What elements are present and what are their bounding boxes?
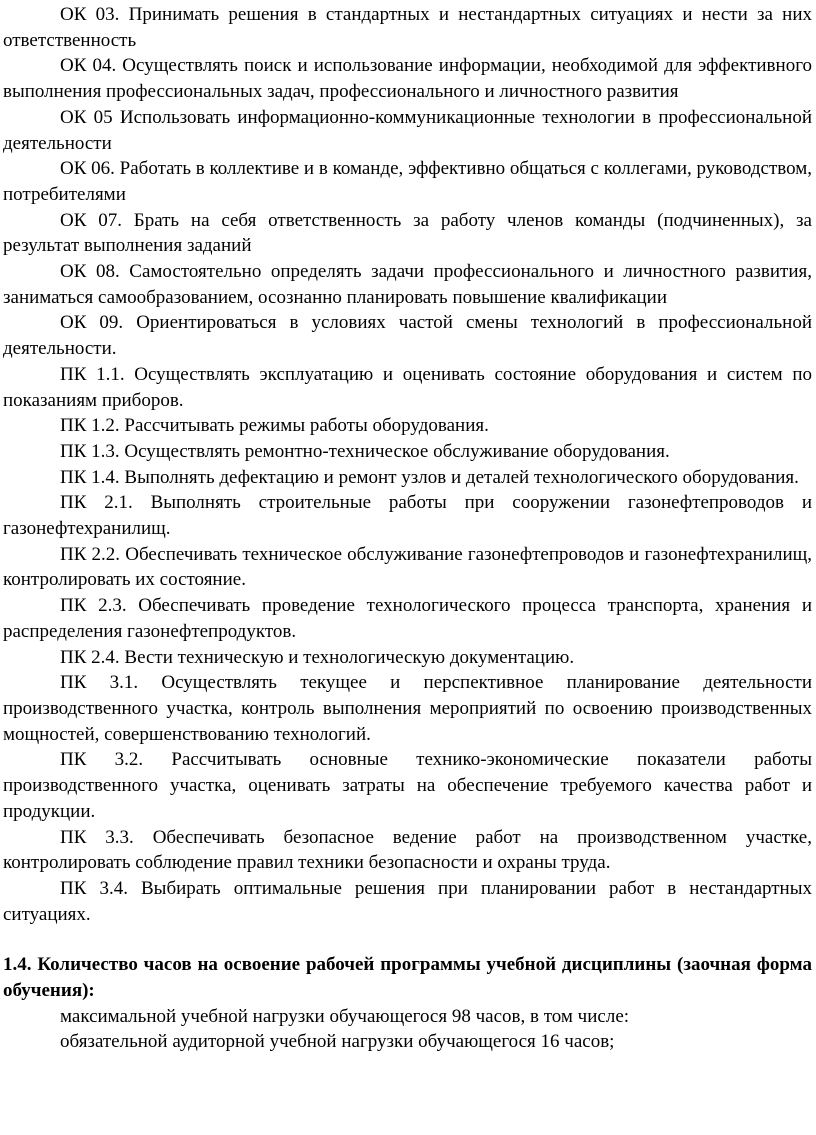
- classroom-load-line: обязательной аудиторной учебной нагрузки обучающегося 16 часов;: [60, 1031, 615, 1053]
- competency-code: ПК 3.1.: [60, 672, 139, 694]
- competency-pk-1-2: [3, 413, 812, 439]
- competency-code: ОК 07.: [60, 209, 122, 231]
- competency-ok-07: [3, 208, 812, 259]
- competency-pk-1-4: [3, 465, 812, 491]
- competency-text: Использовать информационно-коммуникационные технологии в профессиональной деятельности: [3, 106, 812, 154]
- competency-text: Самостоятельно определять задачи профессионального и личностного развития, заниматься самообразованием, осознанно планировать повышение квалификации: [3, 261, 812, 308]
- competency-text: Рассчитывать режимы работы оборудования.: [124, 415, 489, 437]
- competency-pk-1-3: [3, 439, 812, 465]
- competency-code: ПК 1.2.: [60, 415, 120, 437]
- competency-text: Осуществлять ремонтно-техническое обслуживание оборудования.: [124, 440, 670, 462]
- section-heading: 1.4. Количество часов на освоение рабочей программы учебной дисциплины (заочная форма обучения):: [3, 954, 812, 1002]
- competency-text: Осуществлять эксплуатацию и оценивать состояние оборудования и систем по показаниям приборов.: [3, 363, 812, 411]
- competency-text: Осуществлять поиск и использование информации, необходимой для эффективного выполнения профессиональных задач, профессионального и личностного развития: [3, 55, 813, 103]
- competency-pk-3-4: [3, 876, 812, 927]
- competency-text: Выполнять дефектацию и ремонт узлов и деталей технологического оборудования.: [124, 466, 799, 488]
- competency-text: Выполнять строительные работы при сооружении газонефтепроводов и газонефтехранилищ.: [3, 492, 812, 540]
- competency-ok-06: [3, 156, 812, 207]
- competency-code: ОК 09.: [60, 312, 124, 334]
- competency-text: Ориентироваться в условиях частой смены технологий в профессиональной деятельности.: [3, 312, 812, 360]
- competency-code: ПК 1.3.: [60, 440, 120, 462]
- competency-pk-3-3: [3, 825, 812, 876]
- competency-code: ОК 08.: [60, 261, 120, 283]
- max-load-line: максимальной учебной нагрузки обучающегося 98 часов, в том числе:: [60, 1005, 630, 1027]
- competency-pk-2-4: [3, 645, 812, 671]
- competency-text: Работать в коллективе и в команде, эффективно общаться с коллегами, руководством, потребителями: [3, 158, 813, 205]
- competency-pk-3-1: [3, 670, 812, 747]
- competency-text: Брать на себя ответственность за работу членов команды (подчиненных), за результат выполнения заданий: [3, 209, 812, 257]
- competency-text: Вести техническую и технологическую документацию.: [124, 646, 575, 668]
- competency-text: Выбирать оптимальные решения при планировании работ в нестандартных ситуациях.: [3, 877, 812, 925]
- competency-text: Рассчитывать основные технико-экономические показатели работы производственного участка, оценивать затраты на обеспечение требуемого качества работ и продукции.: [3, 749, 812, 822]
- competency-text: Обеспечивать техническое обслуживание газонефтепроводов и газонефтехранилищ, контролировать их состояние.: [3, 543, 813, 591]
- competency-code: ПК 3.2.: [60, 749, 144, 771]
- competency-pk-2-3: [3, 593, 812, 644]
- competency-pk-2-1: [3, 490, 812, 541]
- competency-code: ПК 3.4.: [60, 877, 128, 899]
- competency-code: ПК 2.3.: [60, 595, 127, 617]
- competency-pk-3-2: [3, 747, 812, 824]
- competency-code: ПК 1.1.: [60, 363, 125, 385]
- competency-text: Обеспечивать проведение технологического процесса транспорта, хранения и распределения газонефтепродуктов.: [3, 595, 812, 642]
- competency-code: ПК 2.2.: [60, 543, 121, 565]
- competency-text: Принимать решения в стандартных и нестандартных ситуациях и нести за них ответственность: [3, 4, 812, 51]
- competency-ok-03: [3, 2, 812, 53]
- competency-ok-04: [3, 53, 812, 104]
- competency-code: ПК 2.4.: [60, 646, 120, 668]
- competency-pk-1-1: [3, 362, 812, 413]
- competency-list: [3, 2, 812, 927]
- competency-code: ОК 05: [60, 106, 113, 128]
- competency-ok-05: [3, 105, 812, 156]
- competency-ok-08: [3, 259, 812, 310]
- competency-code: ОК 06.: [60, 158, 115, 180]
- competency-text: Осуществлять текущее и перспективное планирование деятельности производственного участка, контроль выполнения мероприятий по освоению производственных мощностей, совершенствованию технологий.: [3, 672, 812, 745]
- competency-code: ПК 2.1.: [60, 492, 133, 514]
- competency-text: Обеспечивать безопасное ведение работ на производственном участке, контролировать соблюдение правил техники безопасности и охраны труда.: [3, 826, 812, 874]
- competency-code: ПК 1.4.: [60, 466, 120, 488]
- competency-pk-2-2: [3, 542, 812, 593]
- competency-code: ОК 03.: [60, 4, 120, 25]
- competency-ok-09: [3, 310, 812, 361]
- competency-code: ОК 04.: [60, 55, 117, 77]
- competency-code: ПК 3.3.: [60, 826, 134, 848]
